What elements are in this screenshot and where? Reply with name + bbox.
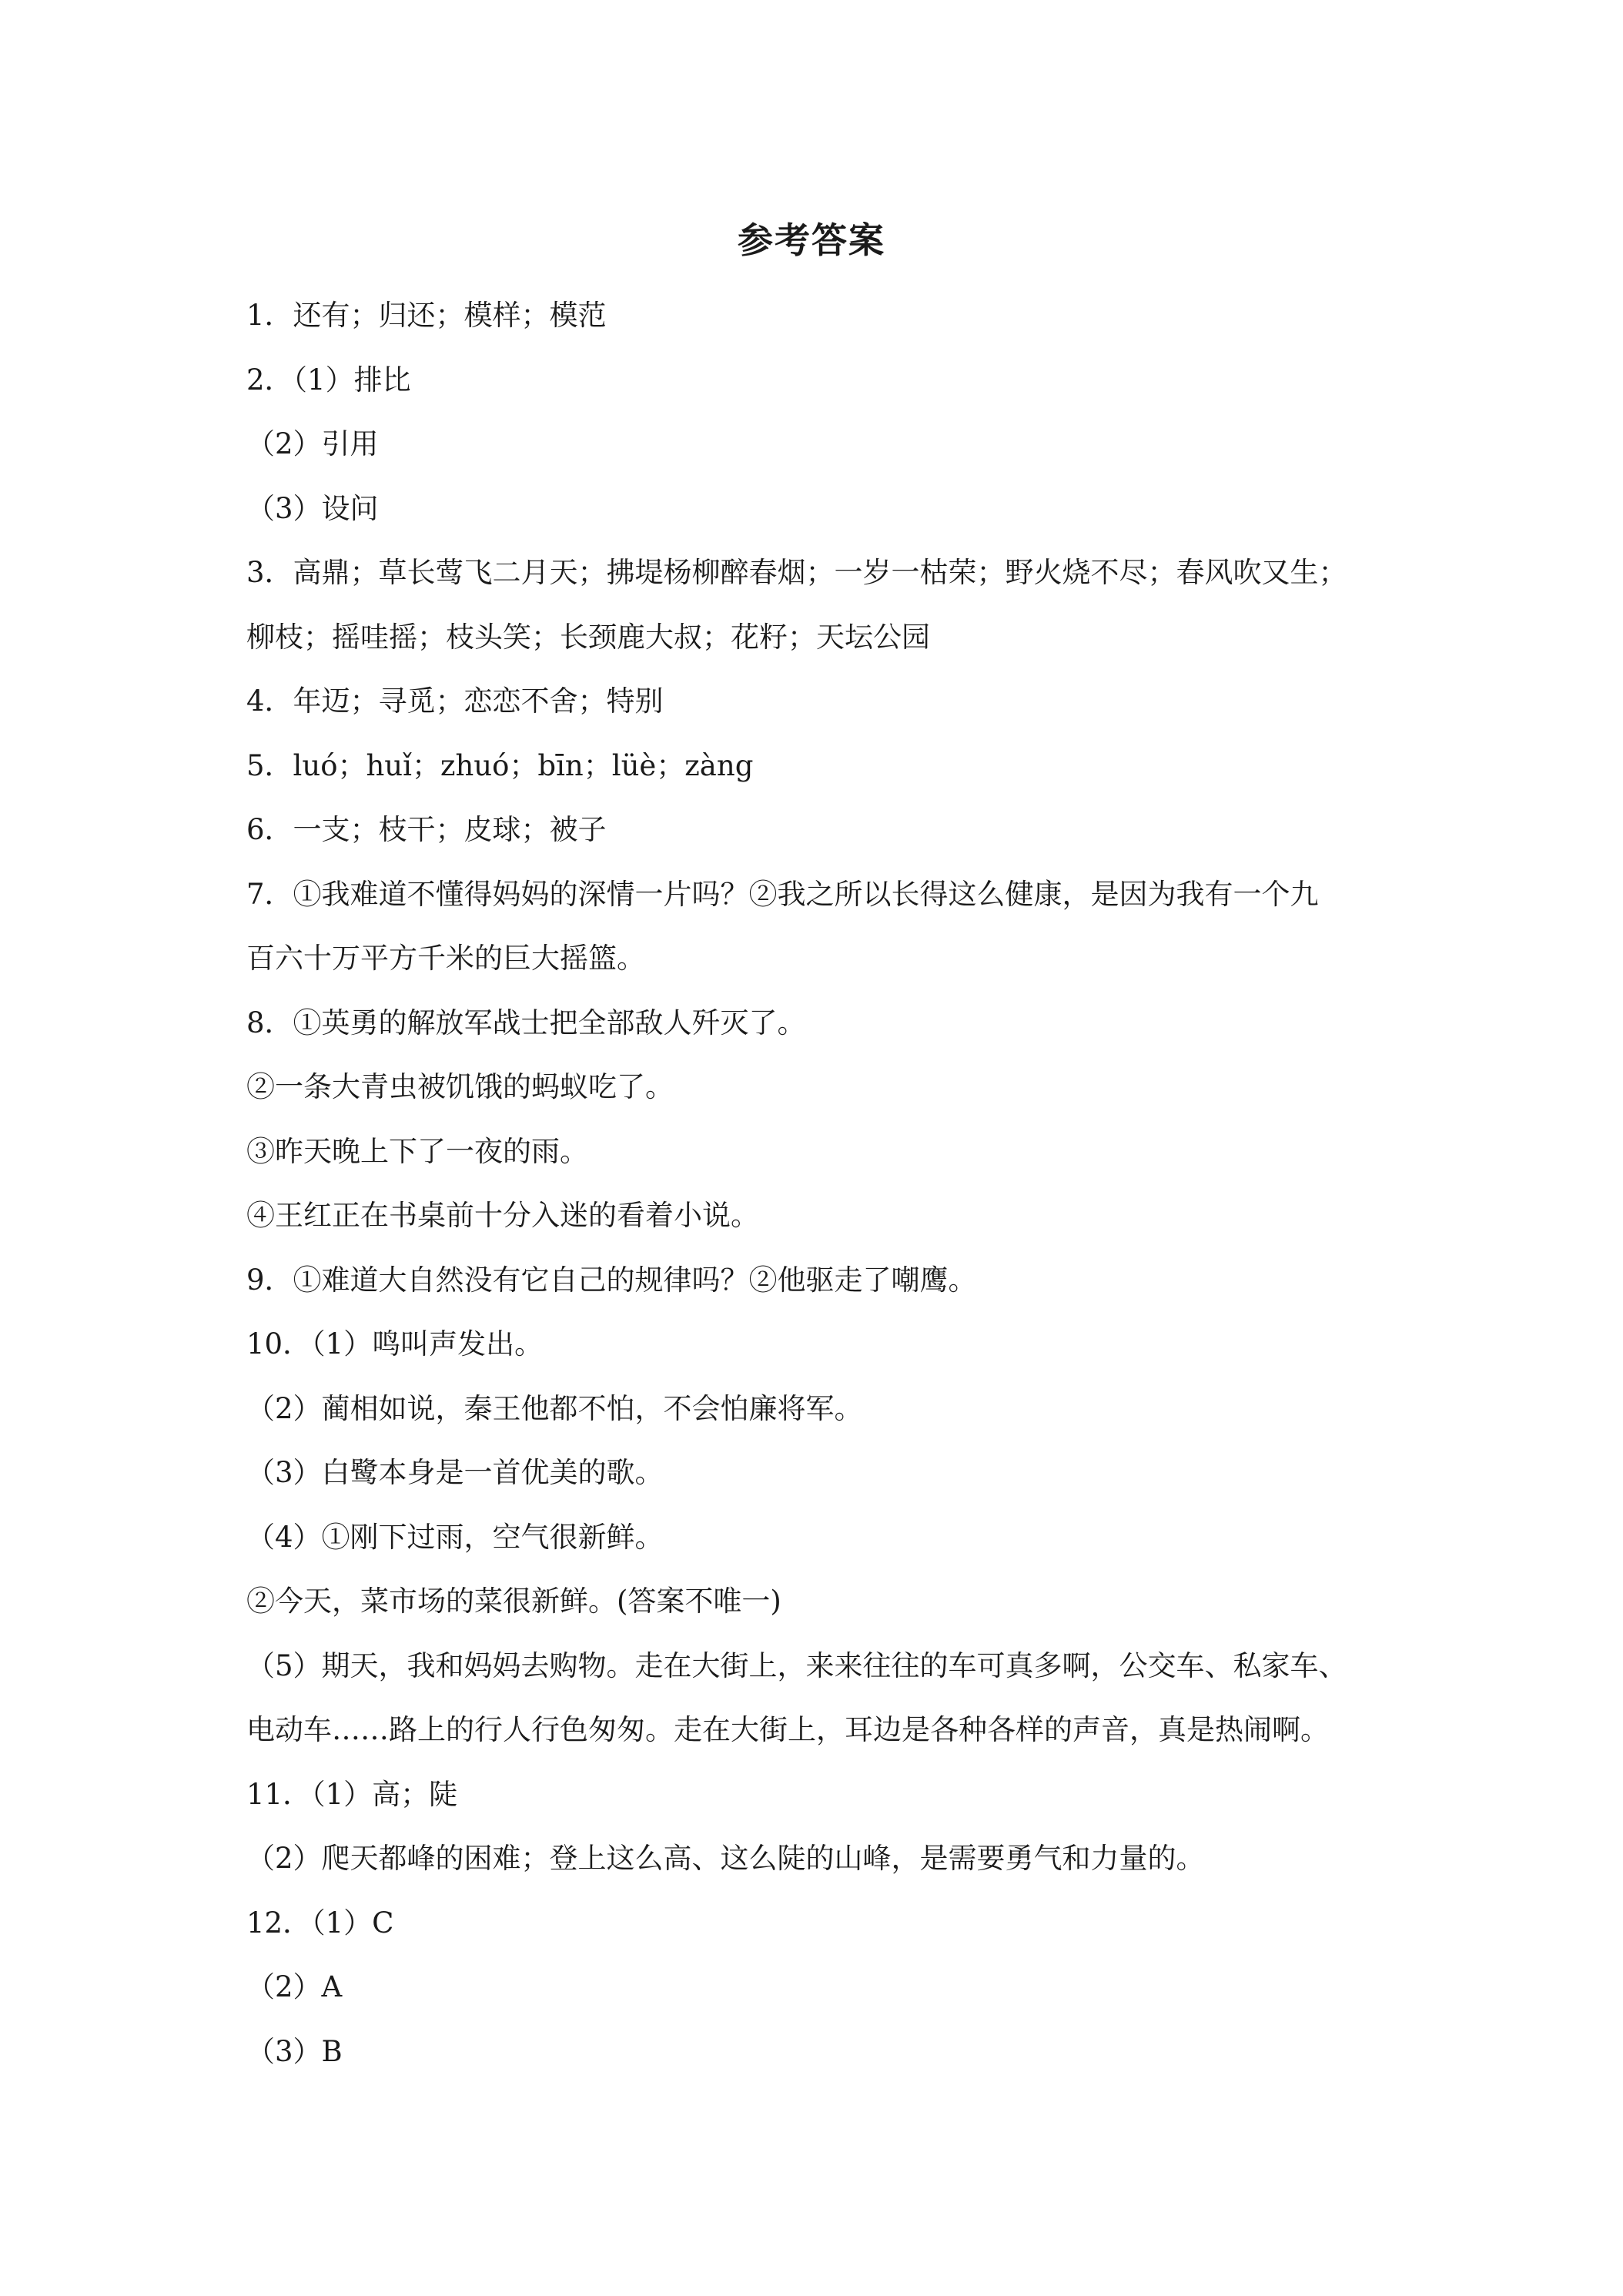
answer-line: ②一条大青虫被饥饿的蚂蚁吃了。: [246, 1070, 674, 1103]
answer-line: 9．①难道大自然没有它自己的规律吗？②他驱走了嘲鹰。: [246, 1263, 977, 1297]
answer-line: 电动车……路上的行人行色匆匆。走在大街上，耳边是各种各样的声音，真是热闹啊。: [246, 1713, 1329, 1746]
answer-line: （3）设问: [246, 491, 379, 525]
answer-line: （4）①刚下过雨，空气很新鲜。: [246, 1520, 664, 1554]
answer-line: 3．高鼎；草长莺飞二月天；拂堤杨柳醉春烟；一岁一枯荣；野火烧不尽；春风吹又生；: [246, 556, 1347, 589]
answer-line: 4．年迈；寻觅；恋恋不舍；特别: [246, 684, 664, 718]
answer-line: 8．①英勇的解放军战士把全部敌人歼灭了。: [246, 1006, 806, 1039]
answer-line: （2）爬天都峰的困难；登上这么高、这么陡的山峰，是需要勇气和力量的。: [246, 1842, 1205, 1875]
answer-line: 11．（1）高；陡: [246, 1777, 458, 1811]
answer-line: （2）蔺相如说，秦王他都不怕，不会怕廉将军。: [246, 1391, 863, 1425]
answer-line: 1．还有；归还；模样；模范: [246, 299, 607, 332]
answer-line: 柳枝；摇哇摇；枝头笑；长颈鹿大叔；花籽；天坛公园: [246, 620, 930, 654]
answer-line: ③昨天晚上下了一夜的雨。: [246, 1134, 588, 1168]
answer-list: [246, 283, 1394, 2083]
answer-line: 12．（1）C: [246, 1906, 394, 1940]
answer-line: 百六十万平方千米的巨大摇篮。: [246, 942, 645, 975]
answer-line: ④王红正在书桌前十分入迷的看着小说。: [246, 1199, 759, 1232]
answer-line: （3）白鹭本身是一首优美的歌。: [246, 1456, 664, 1489]
answer-line: （5）期天，我和妈妈去购物。走在大街上，来来往往的车可真多啊，公交车、私家车、: [246, 1648, 1347, 1682]
answer-line: ②今天，菜市场的菜很新鲜。(答案不唯一): [246, 1585, 781, 1618]
answer-line: （2）引用: [246, 427, 379, 460]
answer-line: 10．（1）鸣叫声发出。: [246, 1327, 544, 1361]
answer-line: 5．luó；huǐ；zhuó；bīn；lüè；zàng: [246, 748, 754, 782]
answer-line: （3）B: [246, 2034, 343, 2068]
answer-line: 2．（1）排比: [246, 363, 411, 397]
answer-line: （2）A: [246, 1970, 343, 2003]
answer-line: 7．①我难道不懂得妈妈的深情一片吗？②我之所以长得这么健康，是因为我有一个九: [246, 877, 1319, 911]
answer-line: 6．一支；枝干；皮球；被子: [246, 813, 607, 846]
page-title: 参考答案: [738, 219, 885, 261]
